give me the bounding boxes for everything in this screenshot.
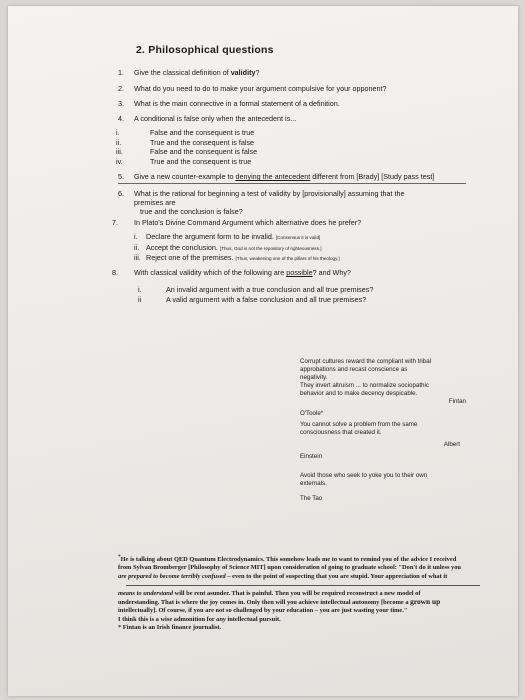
list-item: ii. True and the consequent is false [116, 137, 255, 147]
question-4: 4. A conditional is false only when the antecedent is... [118, 114, 297, 123]
list-item: iii. Reject one of the premises. [Thus, weakening one of the pillars of his theology.] [134, 253, 340, 262]
quote-author: Albert [443, 441, 460, 448]
q4-options [116, 128, 257, 166]
list-item: iii. False and the consequent is false [116, 147, 258, 156]
list-item: ii A valid argument with a false conclusion and all true premises? [138, 294, 367, 304]
divider [126, 585, 480, 586]
question-3: 3. What is the main connective in a formal statement of a definition. [118, 99, 340, 108]
quote-author: The Tao [300, 495, 323, 502]
question-8: 8. With classical validity which of the following are possible? and Why? [112, 268, 351, 277]
q8-options [138, 285, 373, 304]
list-item: ii. Accept the conclusion. [Thus, God is not the repository of righteousness.] [134, 242, 322, 252]
quote-otoole: Corrupt cultures reward the compliant with tribal approbations and recast conscience as negativity. They invert altruism ... to normalize sociopathic behavior and to make decency despicable. Fintan O'Toole* [300, 358, 470, 418]
page-title: 2. Philosophical questions [136, 44, 274, 56]
quote-tao: Avoid those who seek to yoke you to their own externals. The Tao [300, 472, 470, 503]
footnote-1: *He is talking about QED Quantum Electrodynamics. This somehow leads me to want to remind you of the advice I received from Sylvan Bromberger [Philosophy of Science MIT] upon consideration of going to graduate school: "Don't do it unless you are prepared to become terribly confused – even to the point of suspecting that you are stupid. Your appreciation of what it [118, 554, 461, 580]
quote-author: O'Toole* [300, 410, 324, 417]
question-5: 5. Give a new counter-example to denying the antecedent different from [Brady] [Study pass test] [118, 172, 435, 181]
quote-einstein: You cannot solve a problem from the same consciousness that created it. Albert Einstein [300, 421, 470, 461]
q7-options [134, 232, 340, 264]
document-page [8, 6, 518, 696]
question-7: 7. In Plato's Divine Command Argument which alternative does he prefer? [112, 218, 362, 227]
divider [118, 183, 466, 184]
question-6: 6. What is the rational for beginning a test of validity by [provisionally] assuming that the premises are true and the conclusion is false? [118, 189, 405, 216]
list-item: i. False and the consequent is true [116, 128, 255, 137]
list-item: iv. True and the consequent is true [116, 156, 252, 166]
quote-author: Einstein [300, 453, 323, 460]
question-1: 1. Give the classical definition of validity? [118, 68, 260, 77]
quote-author: Fintan [448, 398, 466, 405]
list-item: i. An invalid argument with a true conclusion and all true premises? [138, 285, 374, 294]
question-2: 2. What do you need to do to make your argument compulsive for your opponent? [118, 84, 387, 93]
footnote-2: means to understand will be rent asunder. That is painful. Then you will be required reconstruct a new model of understanding. That is where the joy comes in. Only then will you achieve intellectual autonomy [become a grown up intellectually]. Of course, if you are not so challenged by your education – you are just wasting your time." I think this is a wise admonition for any intellectual pursuit. * Fintan is an Irish finance journalist. [118, 590, 441, 631]
list-item: i. Declare the argument form to be invalid. [Consensus it is valid] [134, 232, 321, 241]
